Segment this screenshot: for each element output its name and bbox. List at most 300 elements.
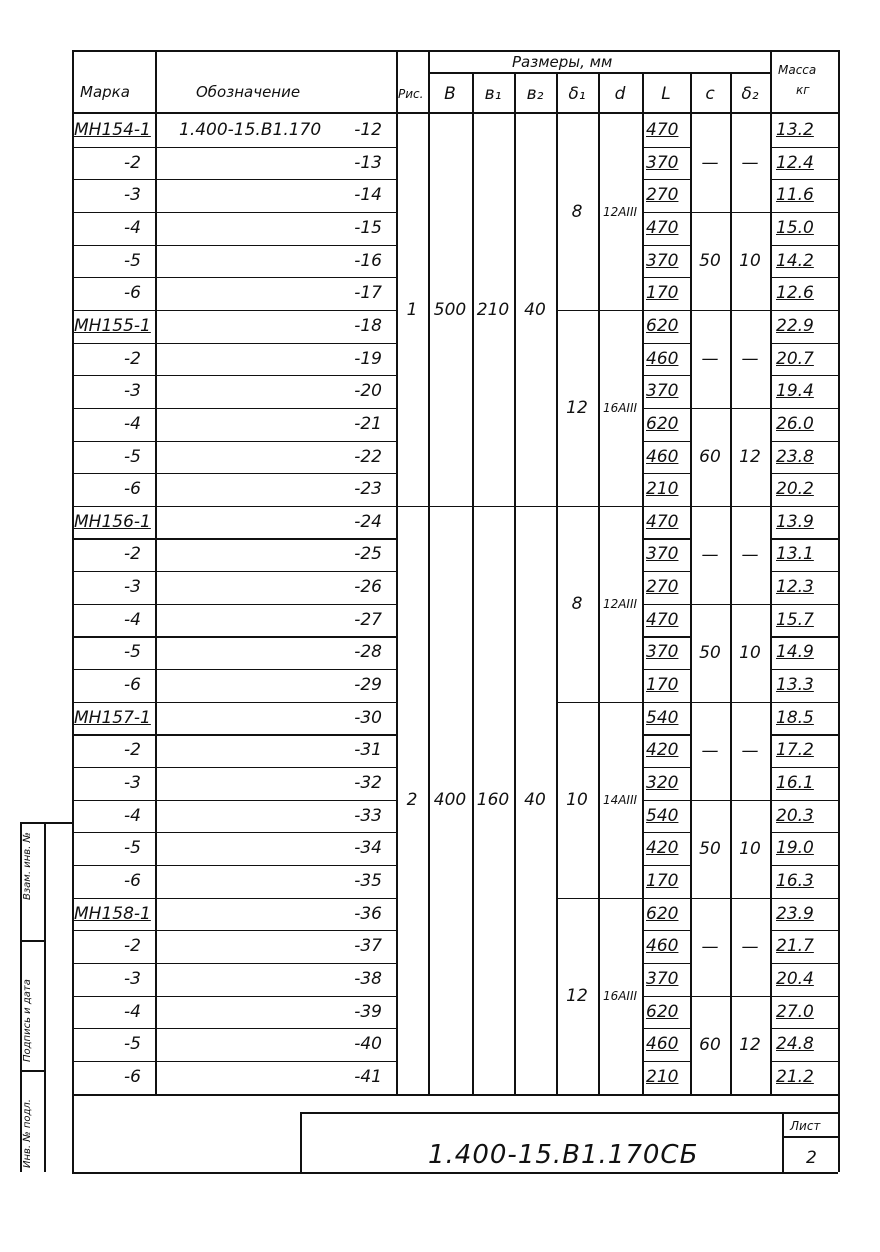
row-designation-suffix: -38 xyxy=(354,968,382,989)
grid-line xyxy=(642,277,690,278)
grid-line xyxy=(690,702,770,704)
group-ris: 1 xyxy=(406,299,418,320)
grid-line xyxy=(72,375,396,376)
grid-line xyxy=(72,636,396,637)
grid-line xyxy=(72,734,396,735)
row-mass: 15.7 xyxy=(776,609,814,630)
row-marka: -6 xyxy=(124,675,141,696)
row-length: 460 xyxy=(646,446,679,467)
row-designation-suffix: -25 xyxy=(354,544,382,565)
row-length: 370 xyxy=(646,544,679,565)
grid-line xyxy=(556,506,642,508)
row-length: 460 xyxy=(646,1034,679,1055)
row-mass: 18.5 xyxy=(776,707,814,728)
grid-line xyxy=(770,179,838,180)
grid-line xyxy=(770,734,838,735)
row-length: 420 xyxy=(646,838,679,859)
row-marka: МН155-1 xyxy=(74,315,151,336)
grid-line xyxy=(300,1112,302,1172)
row-mass: 13.3 xyxy=(776,675,814,696)
row-designation-suffix: -39 xyxy=(354,1001,382,1022)
group-rebar: 12АIII xyxy=(602,596,638,611)
row-length: 170 xyxy=(646,283,679,304)
row-marka: -3 xyxy=(124,577,141,598)
row-marka: -4 xyxy=(124,1001,141,1022)
grid-line xyxy=(770,571,838,572)
grid-line xyxy=(72,343,396,344)
grid-line xyxy=(72,538,396,539)
grid-line xyxy=(72,112,838,114)
grid-line xyxy=(770,212,838,213)
row-length: 270 xyxy=(646,185,679,206)
grid-line xyxy=(690,800,770,802)
row-marka: -2 xyxy=(124,740,141,761)
grid-line xyxy=(770,473,838,474)
row-designation-suffix: -23 xyxy=(354,479,382,500)
row-designation-suffix: -12 xyxy=(354,120,382,140)
group-delta2: — xyxy=(741,152,759,173)
grid-line xyxy=(428,50,430,72)
row-mass: 23.9 xyxy=(776,903,814,924)
row-designation-suffix: -36 xyxy=(354,903,382,924)
row-marka: -5 xyxy=(124,1034,141,1055)
grid-line xyxy=(642,571,690,572)
row-length: 370 xyxy=(646,250,679,271)
row-marka: -4 xyxy=(124,413,141,434)
row-marka: МН157-1 xyxy=(74,707,151,728)
grid-line xyxy=(642,669,690,670)
grid-line xyxy=(642,604,690,605)
column-header: c xyxy=(705,84,715,104)
row-length: 170 xyxy=(646,675,679,696)
grid-line xyxy=(690,898,770,900)
row-mass: 21.7 xyxy=(776,936,814,957)
row-mass: 17.2 xyxy=(776,740,814,761)
group-delta1: 10 xyxy=(566,789,588,810)
grid-line xyxy=(72,310,396,311)
grid-line xyxy=(690,604,770,606)
row-length: 370 xyxy=(646,642,679,663)
row-length: 620 xyxy=(646,315,679,336)
grid-line xyxy=(642,245,690,246)
row-mass: 16.3 xyxy=(776,870,814,891)
group-c: — xyxy=(701,348,719,369)
row-mass: 11.6 xyxy=(776,185,814,206)
grid-line xyxy=(396,50,398,1094)
row-marka: -6 xyxy=(124,1066,141,1087)
row-marka: -2 xyxy=(124,152,141,173)
grid-line xyxy=(642,898,690,899)
grid-line xyxy=(770,277,838,278)
grid-line xyxy=(642,702,690,703)
row-mass: 24.8 xyxy=(776,1034,814,1055)
grid-line xyxy=(72,245,396,246)
row-length: 620 xyxy=(646,1001,679,1022)
row-designation-suffix: -32 xyxy=(354,773,382,793)
grid-line xyxy=(770,963,838,964)
group-rebar: 14АIII xyxy=(602,792,638,807)
row-mass: 13.1 xyxy=(776,544,814,565)
grid-line xyxy=(642,930,690,931)
grid-line xyxy=(72,930,396,931)
grid-line xyxy=(556,310,642,312)
row-mass: 21.2 xyxy=(776,1066,814,1087)
grid-line xyxy=(20,940,44,942)
grid-line xyxy=(72,473,396,474)
grid-line xyxy=(690,506,770,508)
grid-line xyxy=(770,669,838,670)
column-header: в₁ xyxy=(484,84,502,104)
group-delta2: 10 xyxy=(739,642,761,663)
row-marka: -3 xyxy=(124,968,141,989)
grid-line xyxy=(72,179,396,180)
grid-line xyxy=(770,147,838,148)
row-marka: -2 xyxy=(124,544,141,565)
row-marka: МН158-1 xyxy=(74,903,151,924)
group-c: 60 xyxy=(699,446,721,467)
row-designation-suffix: -41 xyxy=(354,1066,382,1087)
grid-line xyxy=(642,1028,690,1029)
grid-line xyxy=(72,1028,396,1029)
grid-line xyxy=(72,865,396,866)
group-delta2: 10 xyxy=(739,838,761,859)
grid-line xyxy=(770,245,838,246)
row-marka: -5 xyxy=(124,838,141,859)
grid-line xyxy=(514,72,516,1094)
row-designation-suffix: -21 xyxy=(354,413,382,434)
row-mass: 14.9 xyxy=(776,642,814,663)
grid-line xyxy=(642,865,690,866)
row-length: 540 xyxy=(646,805,679,826)
group-c: — xyxy=(701,936,719,957)
row-length: 370 xyxy=(646,152,679,173)
row-designation-suffix: -24 xyxy=(354,511,382,532)
grid-line xyxy=(770,996,838,997)
grid-line xyxy=(642,636,690,637)
column-header: δ₂ xyxy=(741,84,759,104)
column-header: в₂ xyxy=(526,84,544,104)
row-mass: 20.7 xyxy=(776,348,814,369)
group-delta1: 12 xyxy=(566,985,588,1006)
row-designation-suffix: -15 xyxy=(354,217,382,238)
group-c: 60 xyxy=(699,1034,721,1055)
grid-line xyxy=(642,538,690,539)
grid-line xyxy=(690,996,770,998)
grid-line xyxy=(642,734,690,735)
row-length: 620 xyxy=(646,903,679,924)
row-designation-suffix: -14 xyxy=(354,185,382,206)
group-c: — xyxy=(701,152,719,173)
grid-line xyxy=(72,147,396,148)
row-length: 270 xyxy=(646,577,679,598)
group-c: 50 xyxy=(699,642,721,663)
row-mass: 20.4 xyxy=(776,968,814,989)
grid-line xyxy=(72,277,396,278)
group-c: — xyxy=(701,544,719,565)
grid-line xyxy=(472,72,474,1094)
row-designation-suffix: -40 xyxy=(354,1034,382,1055)
header-massa: Масса xyxy=(778,63,817,77)
row-mass: 20.2 xyxy=(776,479,814,500)
grid-line xyxy=(690,310,770,312)
row-mass: 13.2 xyxy=(776,120,814,140)
grid-line xyxy=(72,1061,396,1062)
grid-line xyxy=(770,930,838,931)
row-mass: 20.3 xyxy=(776,805,814,826)
grid-line xyxy=(72,1172,838,1174)
group-B: 400 xyxy=(433,789,467,810)
grid-line xyxy=(642,963,690,964)
grid-line xyxy=(428,72,430,1094)
row-designation-suffix: -30 xyxy=(354,707,382,728)
row-marka: -3 xyxy=(124,185,141,206)
row-designation: 1.400-15.В1.170 xyxy=(179,120,322,140)
row-designation-suffix: -31 xyxy=(354,740,382,761)
row-marka: МН156-1 xyxy=(74,511,151,532)
grid-line xyxy=(770,636,838,637)
grid-line xyxy=(642,310,690,311)
group-b2: 40 xyxy=(524,299,546,320)
row-mass: 27.0 xyxy=(776,1001,814,1022)
row-length: 170 xyxy=(646,870,679,891)
grid-line xyxy=(838,50,840,1172)
row-designation-suffix: -18 xyxy=(354,315,382,336)
grid-line xyxy=(396,506,556,508)
row-mass: 15.0 xyxy=(776,217,814,238)
grid-line xyxy=(642,408,690,409)
group-b1: 160 xyxy=(476,789,510,810)
grid-line xyxy=(770,1028,838,1029)
grid-line xyxy=(770,506,838,507)
grid-line xyxy=(20,822,72,824)
row-length: 210 xyxy=(646,479,679,500)
grid-line xyxy=(770,832,838,833)
grid-line xyxy=(72,702,396,703)
grid-line xyxy=(642,441,690,442)
grid-line xyxy=(770,538,838,539)
row-mass: 16.1 xyxy=(776,773,814,793)
grid-line xyxy=(72,996,396,997)
grid-line xyxy=(690,408,770,410)
grid-line xyxy=(690,212,770,214)
row-designation-suffix: -26 xyxy=(354,577,382,598)
row-marka: -5 xyxy=(124,642,141,663)
group-delta2: 12 xyxy=(739,1034,761,1055)
grid-line xyxy=(642,1061,690,1062)
grid-line xyxy=(770,702,838,703)
group-delta1: 12 xyxy=(566,397,588,418)
grid-line xyxy=(770,767,838,768)
row-designation-suffix: -37 xyxy=(354,936,382,957)
row-marka: -5 xyxy=(124,446,141,467)
group-delta2: — xyxy=(741,740,759,761)
row-length: 470 xyxy=(646,609,679,630)
row-designation-suffix: -34 xyxy=(354,838,382,859)
grid-line xyxy=(770,408,838,409)
row-designation-suffix: -16 xyxy=(354,250,382,271)
group-rebar: 16АIII xyxy=(602,988,638,1003)
row-length: 470 xyxy=(646,511,679,532)
grid-line xyxy=(770,1061,838,1062)
group-delta1: 8 xyxy=(571,593,583,614)
grid-line xyxy=(72,1094,838,1096)
row-length: 620 xyxy=(646,413,679,434)
row-mass: 12.6 xyxy=(776,283,814,304)
grid-line xyxy=(72,50,838,52)
row-mass: 12.3 xyxy=(776,577,814,598)
grid-line xyxy=(72,800,396,801)
grid-line xyxy=(642,832,690,833)
grid-line xyxy=(642,343,690,344)
row-mass: 23.8 xyxy=(776,446,814,467)
column-header: d xyxy=(614,84,626,104)
grid-line xyxy=(770,865,838,866)
grid-line xyxy=(770,441,838,442)
row-designation-suffix: -27 xyxy=(354,609,382,630)
group-delta2: — xyxy=(741,348,759,369)
group-c: 50 xyxy=(699,250,721,271)
row-mass: 13.9 xyxy=(776,511,814,532)
row-designation-suffix: -22 xyxy=(354,446,382,467)
group-b2: 40 xyxy=(524,789,546,810)
row-mass: 12.4 xyxy=(776,152,814,173)
row-length: 370 xyxy=(646,968,679,989)
grid-line xyxy=(770,310,838,311)
row-designation-suffix: -28 xyxy=(354,642,382,663)
row-length: 320 xyxy=(646,773,679,793)
column-header: δ₁ xyxy=(568,84,586,104)
grid-line xyxy=(72,669,396,670)
grid-line xyxy=(556,898,642,900)
grid-line xyxy=(556,702,642,704)
grid-line xyxy=(642,179,690,180)
grid-line xyxy=(770,343,838,344)
grid-line xyxy=(782,1112,784,1172)
header-massa-unit: кг xyxy=(796,83,810,97)
grid-line xyxy=(598,72,600,1094)
row-designation-suffix: -19 xyxy=(354,348,382,369)
row-marka: -3 xyxy=(124,773,141,793)
row-marka: -2 xyxy=(124,348,141,369)
grid-line xyxy=(642,767,690,768)
header-ris: Рис. xyxy=(398,87,424,101)
grid-line xyxy=(72,408,396,409)
row-length: 210 xyxy=(646,1066,679,1087)
row-length: 470 xyxy=(646,120,679,140)
row-length: 460 xyxy=(646,936,679,957)
group-delta2: — xyxy=(741,936,759,957)
grid-line xyxy=(72,767,396,768)
document-code: 1.400-15.В1.170СБ xyxy=(428,1140,699,1170)
group-B: 500 xyxy=(433,299,467,320)
row-designation-suffix: -17 xyxy=(354,283,382,304)
grid-line xyxy=(770,800,838,801)
header-marka: Марка xyxy=(80,83,130,101)
group-ris: 2 xyxy=(406,789,418,810)
group-delta2: 10 xyxy=(739,250,761,271)
group-c: — xyxy=(701,740,719,761)
grid-line xyxy=(72,604,396,605)
row-length: 470 xyxy=(646,217,679,238)
grid-line xyxy=(642,212,690,213)
grid-line xyxy=(300,1112,838,1114)
group-delta2: — xyxy=(741,544,759,565)
grid-line xyxy=(642,473,690,474)
row-designation-suffix: -13 xyxy=(354,152,382,173)
side-label-vzam: Взам. инв. № xyxy=(22,832,33,900)
grid-line xyxy=(642,800,690,801)
grid-line xyxy=(642,147,690,148)
group-rebar: 12АIII xyxy=(602,204,638,219)
row-marka: -6 xyxy=(124,479,141,500)
row-length: 420 xyxy=(646,740,679,761)
grid-line xyxy=(72,963,396,964)
grid-line xyxy=(556,72,558,1094)
sheet-number: 2 xyxy=(806,1148,817,1168)
grid-line xyxy=(72,441,396,442)
grid-line xyxy=(770,604,838,605)
row-designation-suffix: -33 xyxy=(354,805,382,826)
grid-line xyxy=(72,506,396,507)
row-designation-suffix: -20 xyxy=(354,381,382,402)
row-mass: 14.2 xyxy=(776,250,814,271)
row-mass: 19.0 xyxy=(776,838,814,859)
header-razmery: Размеры, мм xyxy=(512,53,613,71)
row-marka: -4 xyxy=(124,805,141,826)
row-designation-suffix: -29 xyxy=(354,675,382,696)
grid-line xyxy=(782,1136,838,1138)
header-oboznachenie: Обозначение xyxy=(196,83,301,101)
grid-line xyxy=(770,375,838,376)
grid-line xyxy=(642,506,690,507)
group-rebar: 16АIII xyxy=(602,400,638,415)
grid-line xyxy=(642,996,690,997)
row-marka: -6 xyxy=(124,283,141,304)
row-designation-suffix: -35 xyxy=(354,870,382,891)
column-header: L xyxy=(661,84,671,104)
column-header: В xyxy=(444,84,456,104)
sheet-label: Лист xyxy=(790,1119,821,1133)
grid-line xyxy=(72,571,396,572)
row-length: 370 xyxy=(646,381,679,402)
row-length: 540 xyxy=(646,707,679,728)
row-mass: 22.9 xyxy=(776,315,814,336)
grid-line xyxy=(770,898,838,899)
grid-line xyxy=(642,375,690,376)
grid-line xyxy=(72,212,396,213)
row-marka: -3 xyxy=(124,381,141,402)
row-mass: 19.4 xyxy=(776,381,814,402)
row-length: 460 xyxy=(646,348,679,369)
group-delta2: 12 xyxy=(739,446,761,467)
row-marka: МН154-1 xyxy=(74,120,151,140)
grid-line xyxy=(44,822,46,1172)
side-label-podpis: Подпись и дата xyxy=(22,979,33,1062)
side-label-inv: Инв. № подл. xyxy=(22,1099,33,1168)
grid-line xyxy=(642,72,644,1094)
row-marka: -4 xyxy=(124,609,141,630)
group-c: 50 xyxy=(699,838,721,859)
grid-line xyxy=(20,1070,44,1072)
row-marka: -2 xyxy=(124,936,141,957)
row-marka: -4 xyxy=(124,217,141,238)
group-b1: 210 xyxy=(476,299,510,320)
row-marka: -6 xyxy=(124,870,141,891)
grid-line xyxy=(72,898,396,899)
row-mass: 26.0 xyxy=(776,413,814,434)
row-marka: -5 xyxy=(124,250,141,271)
grid-line xyxy=(72,832,396,833)
